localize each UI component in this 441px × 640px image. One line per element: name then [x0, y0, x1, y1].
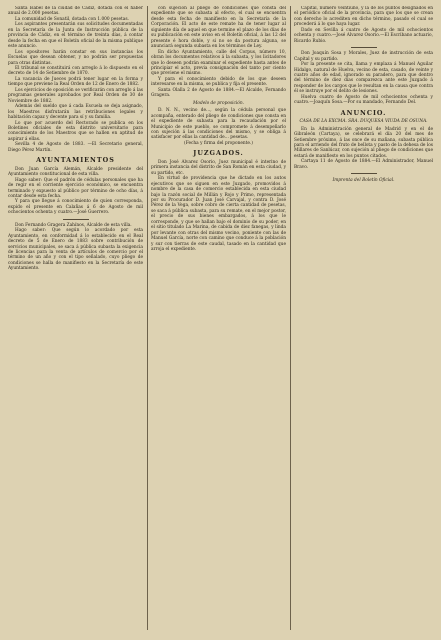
- paragraph: con sujeción al pliego de condiciones que consta del expediente que se subasta al efecto, el cual se encuentra desde esta fecha de manifiesto en la Secretaría de la Corporación. El acto de este remate ha de tener lugar al siguiente día de aquel en que termine el plazo de los días de su publicación en este aviso en el Boletín oficial, á las 12 del presente é hora doble, y si no se da postura alguna, se anunciará segunda subasta en los términos de Ley.: [151, 6, 286, 50]
- paragraph: Por la presente se cita, llama y emplaza á Manuel Aguilar Hidalgo, natural de Huelva, vecino de esta, casado, de veinte y cuatro años de edad, ignorado su paradero, para que dentro del término de diez días comparezca ante este Juzgado á responder de los cargos que le resultan en la causa que contra él se instruye por el delito de lesiones.: [294, 62, 433, 95]
- paragraph: En la Administración general de Madrid y en el de Gibraleón (Cartaya), se celebrará el día 20 del mes de Setiembre próximo, á las once de su mañana, subasta pública para el arriendo del fruto de bellota y pasto de la dehesa de los Millares de Sanlúcar, con sujeción al pliego de condiciones que estará de manifiesto en los puntos citados.: [294, 126, 433, 159]
- paragraph: Capital, número veintiuno, y la de los puntos designados en el periódico oficial de la provincia, para que los que se crean con derecho lo acrediten en dicho término, pasado el cual se procederá á lo que haya lugar.: [294, 6, 433, 28]
- paragraph: Dado en Sevilla á cuatro de Agosto de mil ochocientos ochenta y cuatro.—José Alvarez Osorio.—El Escribano actuario, Ricardo Rubio.: [294, 27, 433, 44]
- paragraph: D. N. N., vecino de…, según la cédula personal que acompaña, enterado del pliego de condiciones que consta en el expediente de subasta para la recaudación por el Municipio de este pueblo, se compromete á desempeñarlo con sujeción á las condiciones del mismo, y se obliga á satisfacer por ellas la cantidad de… pesetas.: [151, 108, 286, 141]
- paragraph: Don Juan García Alemán, Alcalde presidente del Ayuntamiento constitucional de esta villa.: [8, 166, 143, 178]
- section-subheading-model: Modelo de proposición.: [192, 100, 245, 106]
- separator: [351, 173, 377, 174]
- paragraph: La vacancia de Jueces podrá tener lugar en la forma y tiempo que previene la Real Orden de 12 de Enero de 1882.: [8, 76, 143, 88]
- column-2: [151, 6, 286, 632]
- paragraph: Hago saber: Que el padrón de cédulas personales que ha de regir en el corriente ejercicio económico, se encuentra terminado y expuesto al público por término de ocho días, á contar desde esta fecha.: [8, 177, 143, 199]
- paragraph: Además del sueldo que á cada Escuela se deja asignado, los Maestros disfrutarán las retribuciones legales y habitación capaz y decente para sí y su familia.: [8, 104, 143, 121]
- column-rule-1: [147, 6, 148, 630]
- separator: [351, 47, 377, 48]
- paragraph: Huelva cuatro de Agosto de mil ochocientos ochenta y cuatro.—Joaquín Sosa.—Por su mandado, Fernando Del.: [294, 94, 433, 106]
- separator: [63, 219, 89, 220]
- section-heading-juzgados: JUZGADOS.: [193, 149, 244, 158]
- column-1: [8, 6, 143, 632]
- paragraph-note: (Fecha y firma del proponente.): [184, 140, 253, 146]
- paragraph: Y para el conocimiento debido de los que deseen interesarse en la misma, se publica y fija el presente.: [151, 76, 286, 88]
- paragraph: Lo que por acuerdo del Rectorado se publica en los Boletines oficiales de esta distrito universitario para conocimiento de los Maestros que se hallen en aptitud de aspirar á ellas.: [8, 120, 143, 142]
- paragraph: Los ejercicios de oposición se verificarán con arreglo á las programas generales aprobados por Real Orden de 30 de Noviembre de 1882.: [8, 87, 143, 104]
- paragraph: La comunidad de Sonatil, dotada con 1.000 pesetas.: [15, 16, 129, 22]
- paragraph: Sevilla 4 de Agosto de 1883. —El Secretario general, Diego Pérez Martín.: [8, 142, 143, 153]
- paragraph: Santa Olalla 2 de Agosto de 1884.—El Alcalde, Fernando Gragera.: [151, 87, 286, 99]
- paragraph: Don Fernando Gragera Zahínos, Alcalde de esta villa.: [15, 222, 132, 228]
- section-heading-ayuntamientos: AYUNTAMIENTOS: [36, 156, 115, 165]
- paragraph: Y para que llegue á conocimiento de quien corresponda, expido el presente en Calañas á 6 de Agosto de mil ochocientos ochenta y cuatro.—José Guerrero.: [8, 199, 143, 216]
- paragraph: El tribunal se constituirá con arreglo á lo dispuesto en el decreto de 14 de Setiembre de 1870.: [8, 65, 143, 77]
- paragraph: Don José Alvarez Osorio, Juez municipal é interino de primera instancia del distrito de San Román en esta ciudad, y su partido, etc.: [151, 159, 286, 176]
- paragraph: Hago saber: Que según lo acordado por esta Ayuntamiento, en conformidad á lo establecido en el Real decreto de 5 de Enero de 1883 sobre contribución de servicios municipales, se saca á pública subasta la exigencia de licencias para la venta de artículos de comercio por el término de un año y con el tipo señalado, cuyo pliego de condiciones se halla de manifiesto en la Secretaría de este Ayuntamiento.: [8, 228, 143, 272]
- column-3: [294, 6, 433, 632]
- printer-footer: Imprenta del Boletín Oficial.: [332, 178, 395, 184]
- paragraph: En dicho Ayuntamiento, calle del Corpus, número 10, obran los documentos relativos á la subasta, y los licitadores que lo deseen podrán examinar el expediente hasta antes de principiar el acto, previa consignación del tanto por ciento que previene el mismo.: [151, 49, 286, 77]
- paragraph: Don Joaquín Sosa y Morales, Juez de instrucción de esta Capital y su partido.: [294, 51, 433, 62]
- paragraph: En virtud de providencia que he dictado en los autos ejecutivos que se siguen en este Juzgado, promovidos á nombre de la casa de comercio establecida en esta ciudad bajo la razón social de Millán y Rojo y Primo, representada por su Procurador D. Juan José Carvajal, y contra D. José Pérez de la Vega, sobre cobro de cierta cantidad de pesetas, se saca á pública subasta, para su remate, en el mejor postor, el precio de sus bienes embargados, á los que le corresponde, y que se hallan bajo el dominio de su poder, en el sitio titulado La Marina, de cabida de diez fanegas, y linda por levante con otras del mismo vecino, poniente con las de Manuel García, norte con camino que conduce á la población y sur con tierras de este caudal, tasado en la cantidad que arroja el expediente.: [151, 176, 286, 253]
- section-subheading-osuna: CASA DE LA EXCMA. SRA. DUQUESA VIUDA DE OSUNA.: [299, 119, 428, 125]
- paragraph: Los opositores harán constar en sus instancias los Escuelas que desean obtener, y no podrán ser propuestas para otras distintas.: [8, 49, 143, 66]
- paragraph: Cartaya 11 de Agosto de 1884.—El Administrador, Manuel Bravo.: [294, 159, 433, 170]
- section-heading-anuncio: ANUNCIO.: [340, 108, 387, 117]
- column-rule-2: [290, 6, 291, 630]
- paragraph: Los aspirantes presentarán sus solicitudes documentadas en la Secretaría de la Junta de Instrucción pública de la provincia de Cádiz, en el término de treinta días, á contar desde la fecha en que el Boletín oficial de la misma publique este anuncio.: [8, 22, 143, 50]
- paragraph: Santa Isabel de la ciudad de Cadiz, dotada con el haber anual de 2.000 pesetas.: [8, 6, 143, 17]
